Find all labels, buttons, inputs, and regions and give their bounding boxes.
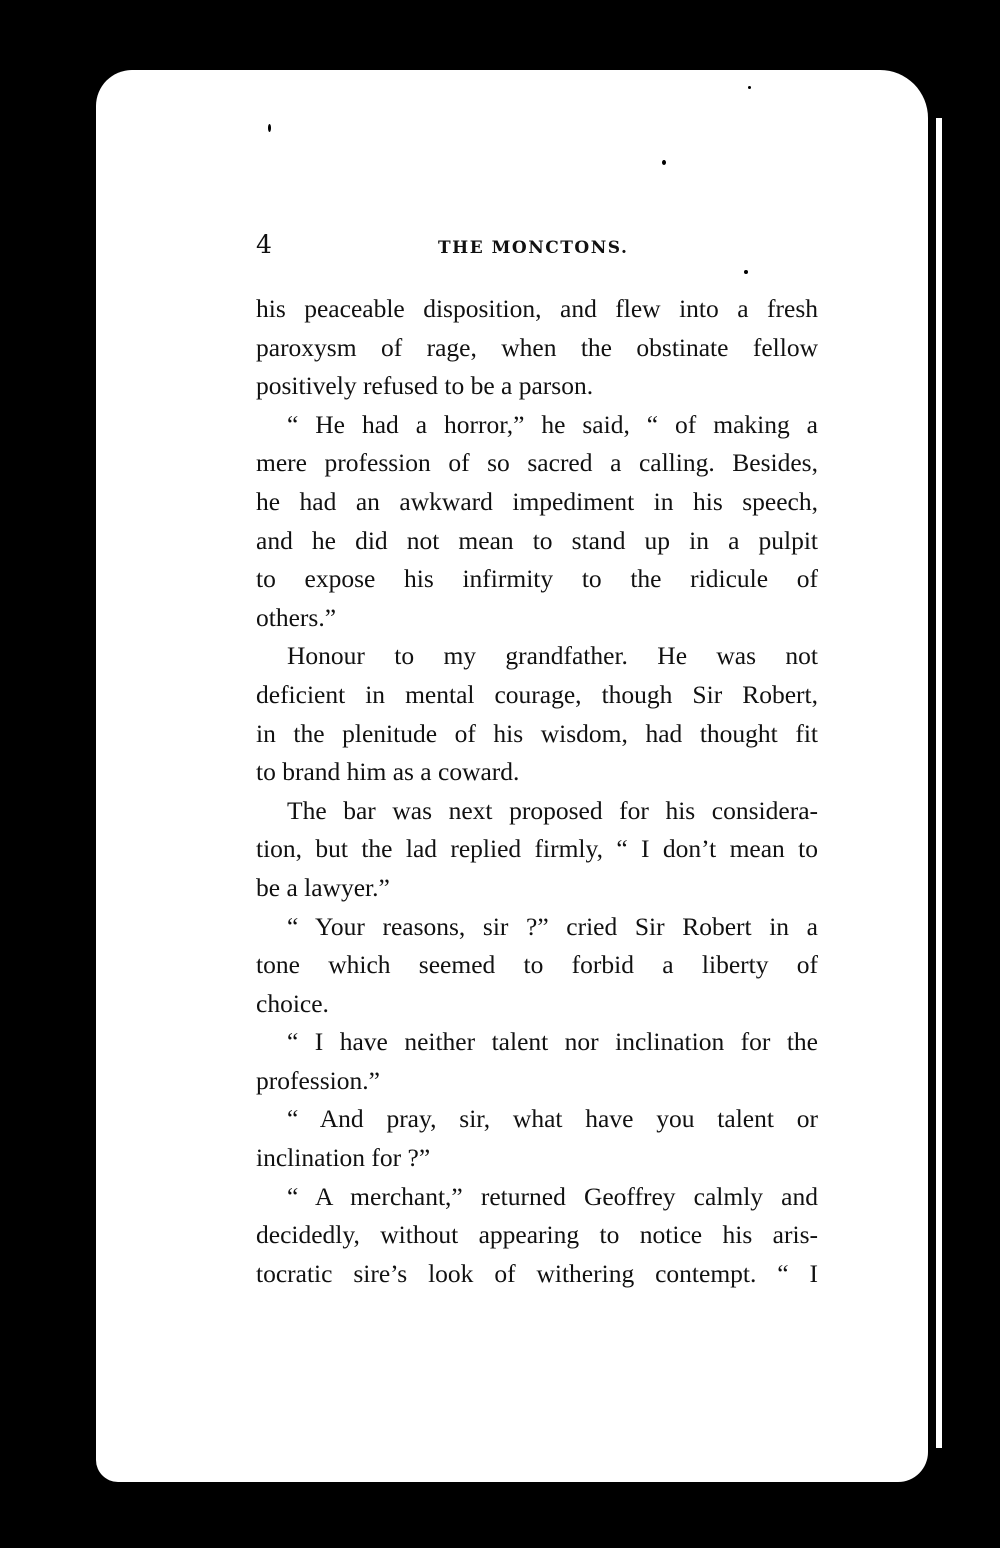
text-line: he had an awkward impediment in his speech, bbox=[256, 486, 818, 516]
text-line: inclination for ?” bbox=[256, 1143, 431, 1173]
ink-speck bbox=[662, 160, 666, 165]
text-line: “ I have neither talent nor inclination for the bbox=[287, 1027, 818, 1057]
text-line: paroxysm of rage, when the obstinate fellow bbox=[256, 332, 818, 362]
ink-speck bbox=[268, 124, 271, 132]
text-line: profession.” bbox=[256, 1065, 380, 1095]
page-number: 4 bbox=[256, 230, 272, 259]
text-line: “ He had a horror,” he said, “ of making a bbox=[287, 409, 818, 439]
text-line: to expose his infirmity to the ridicule of bbox=[256, 564, 818, 594]
text-line: Honour to my grandfather. He was not bbox=[287, 641, 818, 671]
running-head: THE MONCTONS. bbox=[438, 238, 629, 258]
text-line: choice. bbox=[256, 988, 329, 1018]
text-line: tone which seemed to forbid a liberty of bbox=[256, 950, 818, 980]
text-line: decidedly, without appearing to notice his aris- bbox=[256, 1220, 818, 1250]
text-line: his peaceable disposition, and flew into a fresh bbox=[256, 294, 818, 323]
text-line: “ Your reasons, sir ?” cried Sir Robert in a bbox=[287, 911, 818, 941]
text-line: to brand him as a coward. bbox=[256, 757, 520, 787]
text-line: “ And pray, sir, what have you talent or bbox=[287, 1104, 818, 1134]
text-line: mere profession of so sacred a calling. Besides, bbox=[256, 448, 818, 478]
text-line: deficient in mental courage, though Sir Robert, bbox=[256, 679, 818, 709]
text-line: in the plenitude of his wisdom, had thought fit bbox=[256, 718, 818, 748]
body-text bbox=[256, 290, 818, 1293]
adjacent-page-edge bbox=[936, 118, 942, 1448]
text-line: positively refused to be a parson. bbox=[256, 371, 594, 401]
text-line: tocratic sire’s look of withering contempt. “ I bbox=[256, 1258, 818, 1288]
page-header bbox=[256, 230, 822, 266]
text-line: be a lawyer.” bbox=[256, 872, 390, 902]
ink-speck bbox=[744, 270, 748, 274]
ink-speck bbox=[748, 86, 751, 89]
text-line: The bar was next proposed for his considera- bbox=[287, 795, 818, 825]
text-line: and he did not mean to stand up in a pulpit bbox=[256, 525, 818, 555]
text-line: “ A merchant,” returned Geoffrey calmly and bbox=[287, 1181, 818, 1211]
text-line: tion, but the lad replied firmly, “ I don’t mean to bbox=[256, 834, 818, 864]
text-line: others.” bbox=[256, 602, 337, 632]
